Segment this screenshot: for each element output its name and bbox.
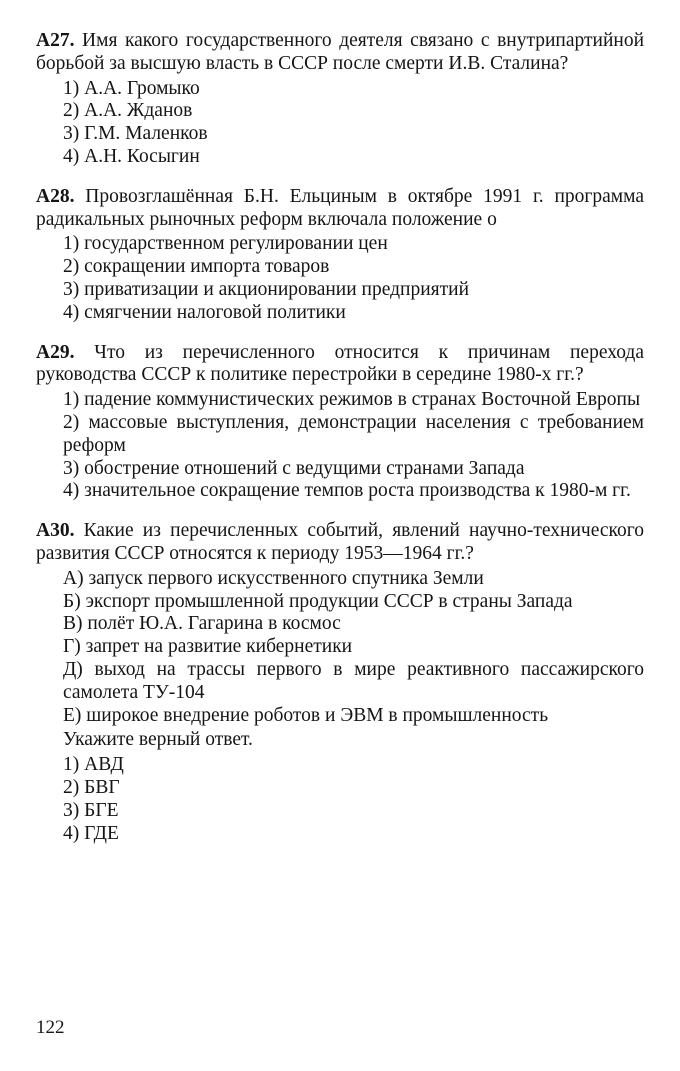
event-item: Е) широкое внедрение роботов и ЭВМ в промышленность — [63, 704, 549, 726]
answer-option[interactable]: 1) падение коммунистических режимов в странах Восточной Европы — [63, 389, 641, 411]
page-content — [36, 30, 644, 862]
answer-option[interactable]: 1) АВД — [63, 754, 124, 776]
answer-option[interactable]: 4) А.Н. Косыгин — [63, 145, 200, 167]
answer-option[interactable]: 4) ГДЕ — [63, 822, 119, 844]
question-a29 — [36, 342, 644, 504]
question-a30 — [36, 520, 644, 845]
answer-option[interactable]: 4) смягчении налоговой политики — [63, 301, 346, 323]
question-number: А30. — [36, 520, 75, 542]
event-item: Д) выход на трассы первого в мире реактивного пассажирского самолета ТУ-104 — [63, 658, 644, 703]
page-number: 122 — [36, 1017, 65, 1038]
question-text: Какие из перечисленных событий, явлений научно-технического развития СССР относятся к периоду 1953—1964 гг.? — [36, 520, 644, 564]
event-items — [36, 568, 644, 728]
answer-options — [36, 754, 644, 845]
event-item: Б) экспорт промышленной продукции СССР в страны Запада — [63, 590, 573, 612]
question-a28 — [36, 186, 644, 325]
answer-options — [36, 389, 644, 503]
answer-option[interactable]: 1) государственном регулировании цен — [63, 233, 388, 255]
answer-option[interactable]: 2) сокращении импорта товаров — [63, 256, 330, 278]
event-item: Г) запрет на развитие кибернетики — [63, 636, 353, 658]
answer-options — [36, 78, 644, 169]
question-number: А28. — [36, 185, 75, 207]
event-item: В) полёт Ю.А. Гагарина в космос — [63, 613, 341, 635]
answer-option[interactable]: 4) значительное сокращение темпов роста производства к 1980-м гг. — [63, 480, 631, 502]
answer-option[interactable]: 3) БГЕ — [63, 799, 119, 821]
answer-options — [36, 233, 644, 324]
answer-option[interactable]: 3) приватизации и акционировании предприятий — [63, 278, 470, 300]
question-stem — [36, 520, 644, 566]
answer-option[interactable]: 1) А.А. Громыко — [63, 77, 200, 99]
answer-instruction: Укажите верный ответ. — [63, 729, 253, 751]
question-text: Провозглашённая Б.Н. Ельциным в октябре 1991 г. программа радикальных рыночных реформ включала положение о — [36, 185, 644, 230]
question-stem — [36, 30, 644, 76]
question-text: Имя какого государственного деятеля связано с внутрипартийной борьбой за высшую власть в СССР после смерти И.В. Сталина? — [36, 30, 644, 74]
event-item: А) запуск первого искусственного спутника Земли — [63, 567, 484, 589]
question-stem — [36, 342, 644, 388]
question-a27 — [36, 30, 644, 169]
question-number: А29. — [36, 341, 75, 363]
question-text: Что из перечисленного относится к причинам перехода руководства СССР к политике перестройки в середине 1980-х гг.? — [36, 341, 644, 386]
answer-option[interactable]: 3) обострение отношений с ведущими странами Запада — [63, 457, 525, 479]
answer-option[interactable]: 2) БВГ — [63, 776, 120, 798]
answer-option[interactable]: 3) Г.М. Маленков — [63, 123, 208, 145]
question-number: А27. — [36, 30, 75, 51]
answer-option[interactable]: 2) А.А. Жданов — [63, 100, 193, 122]
answer-option[interactable]: 2) массовые выступления, демонстрации населения с требованием реформ — [63, 411, 644, 456]
question-stem — [36, 186, 644, 232]
